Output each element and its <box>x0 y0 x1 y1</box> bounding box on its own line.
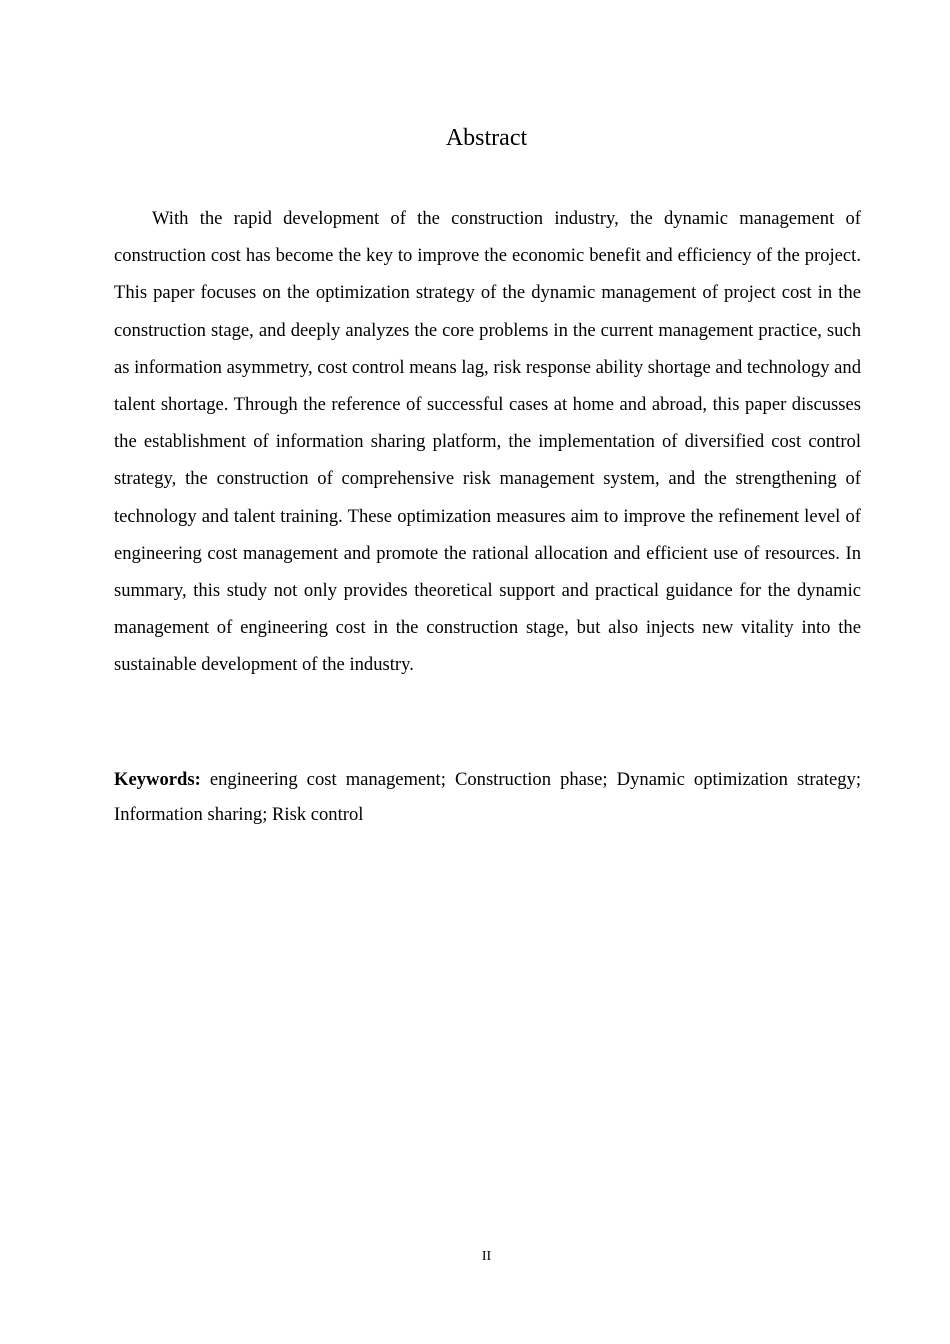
abstract-title: Abstract <box>445 125 528 151</box>
keywords-text: engineering cost management; Construction phase; Dynamic optimization strategy; Information sharing; Risk control <box>114 769 861 825</box>
keywords-paragraph <box>114 762 861 832</box>
page-number: II <box>481 1249 492 1264</box>
abstract-body: With the rapid development of the construction industry, the dynamic management of construction cost has become the key to improve the economic benefit and efficiency of the project. This paper focuses on the optimization strategy of the dynamic management of project cost in the construction stage, and deeply analyzes the core problems in the current management practice, such as information asymmetry, cost control means lag, risk response ability shortage and technology and talent shortage. Through the reference of successful cases at home and abroad, this paper discusses the establishment of information sharing platform, the implementation of diversified cost control strategy, the construction of comprehensive risk management system, and the strengthening of technology and talent training. These optimization measures aim to improve the refinement level of engineering cost management and promote the rational allocation and efficient use of resources. In summary, this study not only provides theoretical support and practical guidance for the dynamic management of engineering cost in the construction stage, but also injects new vitality into the sustainable development of the industry. <box>114 208 862 676</box>
keywords-label: Keywords: <box>114 769 201 790</box>
